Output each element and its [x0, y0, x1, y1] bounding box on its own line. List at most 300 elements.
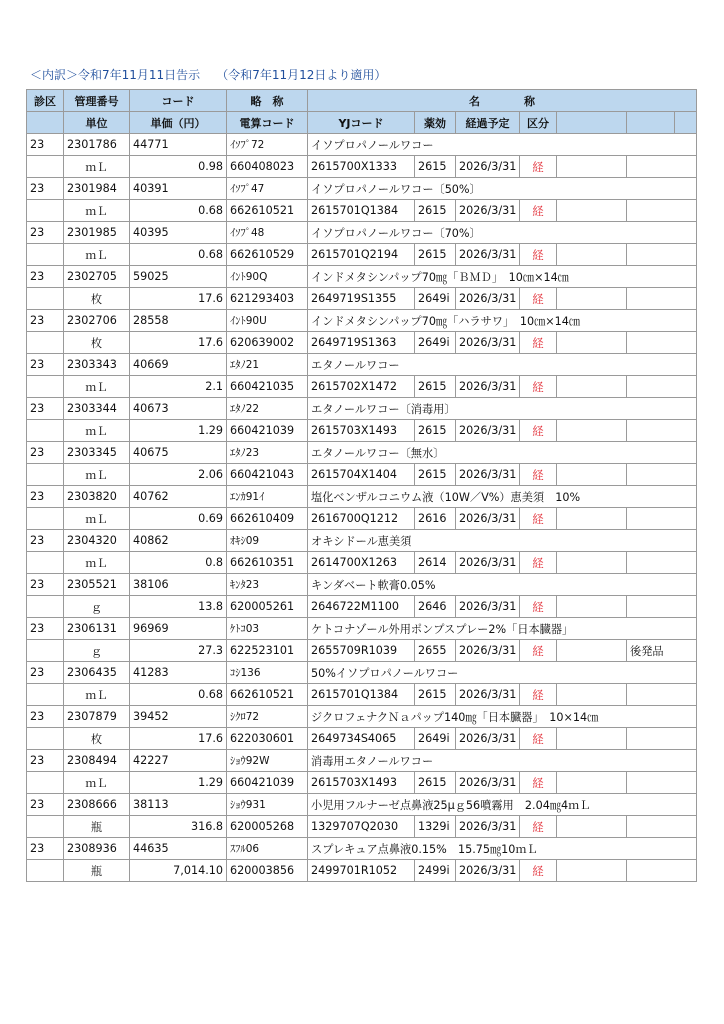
unit-cell: ｍＬ [64, 156, 130, 178]
table-body [27, 134, 697, 882]
keika-date-cell: 2026/3/31 [456, 552, 520, 574]
code-cell: 39452 [130, 706, 227, 728]
extra-cell [557, 420, 627, 442]
table-header [27, 90, 697, 134]
kubun-cell: 経 [520, 640, 557, 662]
blank-cell [27, 816, 64, 838]
blank-cell [27, 552, 64, 574]
blank-cell [27, 376, 64, 398]
header-keika: 経過予定 [456, 112, 520, 134]
drug-name-cell: ケトコナゾール外用ポンプスプレー2%「日本臓器」 [308, 618, 697, 640]
densan-code-cell: 662610351 [227, 552, 308, 574]
record-row [27, 574, 697, 596]
price-cell: 0.68 [130, 244, 227, 266]
record-row [27, 530, 697, 552]
code-cell: 38106 [130, 574, 227, 596]
yakko-cell: 2649i [415, 728, 456, 750]
densan-code-cell: 660421039 [227, 420, 308, 442]
yj-code-cell: 2649734S4065 [308, 728, 415, 750]
record-detail-row [27, 860, 697, 882]
yj-code-cell: 2615701Q1384 [308, 684, 415, 706]
yj-code-cell: 2615701Q2194 [308, 244, 415, 266]
caption-main: ＜内訳＞令和7年11月11日告示 [30, 68, 201, 82]
kubun-cell: 経 [520, 200, 557, 222]
yakko-cell: 2615 [415, 200, 456, 222]
unit-cell: ｍＬ [64, 200, 130, 222]
keika-date-cell: 2026/3/31 [456, 244, 520, 266]
record-detail-row [27, 552, 697, 574]
keika-date-cell: 2026/3/31 [456, 156, 520, 178]
keika-date-cell: 2026/3/31 [456, 728, 520, 750]
keika-date-cell: 2026/3/31 [456, 420, 520, 442]
unit-cell: ｇ [64, 640, 130, 662]
kubun-cell: 経 [520, 288, 557, 310]
shinku-cell: 23 [27, 178, 64, 200]
yj-code-cell: 2615701Q1384 [308, 200, 415, 222]
densan-code-cell: 620005261 [227, 596, 308, 618]
kubun-cell: 経 [520, 244, 557, 266]
yakko-cell: 1329i [415, 816, 456, 838]
note-cell [627, 772, 697, 794]
yakko-cell: 2649i [415, 332, 456, 354]
header-yakko: 薬効 [415, 112, 456, 134]
kanri-number-cell: 2302706 [64, 310, 130, 332]
kanri-number-cell: 2305521 [64, 574, 130, 596]
abbreviation-cell: ｽﾌﾙ06 [227, 838, 308, 860]
extra-cell [557, 156, 627, 178]
unit-cell: ｍＬ [64, 376, 130, 398]
price-cell: 17.6 [130, 728, 227, 750]
densan-code-cell: 660421039 [227, 772, 308, 794]
blank-cell [27, 728, 64, 750]
record-row [27, 354, 697, 376]
code-cell: 38113 [130, 794, 227, 816]
table-caption [30, 66, 386, 83]
header-extra-3 [675, 112, 697, 134]
kubun-cell: 経 [520, 332, 557, 354]
abbreviation-cell: ｼｮｳ92W [227, 750, 308, 772]
record-detail-row [27, 816, 697, 838]
price-cell: 1.29 [130, 772, 227, 794]
kubun-cell: 経 [520, 376, 557, 398]
blank-cell [27, 684, 64, 706]
shinku-cell: 23 [27, 574, 64, 596]
unit-cell: 枚 [64, 332, 130, 354]
shinku-cell: 23 [27, 442, 64, 464]
code-cell: 28558 [130, 310, 227, 332]
drug-name-cell: 塩化ベンザルコニウム液（10W／V%）恵美須 10% [308, 486, 697, 508]
record-detail-row [27, 728, 697, 750]
abbreviation-cell: ｲｿﾌﾟ72 [227, 134, 308, 156]
unit-cell: ｍＬ [64, 684, 130, 706]
densan-code-cell: 622523101 [227, 640, 308, 662]
code-cell: 44635 [130, 838, 227, 860]
unit-cell: 枚 [64, 728, 130, 750]
header-abbr: 略 称 [227, 90, 308, 112]
yakko-cell: 2646 [415, 596, 456, 618]
kubun-cell: 経 [520, 860, 557, 882]
unit-cell: ｍＬ [64, 464, 130, 486]
extra-cell [557, 332, 627, 354]
yj-code-cell: 2614700X1263 [308, 552, 415, 574]
record-detail-row [27, 156, 697, 178]
header-yj: YJコード [308, 112, 415, 134]
record-row [27, 794, 697, 816]
extra-cell [557, 640, 627, 662]
shinku-cell: 23 [27, 838, 64, 860]
kubun-cell: 経 [520, 464, 557, 486]
record-row [27, 222, 697, 244]
record-row [27, 662, 697, 684]
unit-cell: ｍＬ [64, 508, 130, 530]
record-detail-row [27, 332, 697, 354]
record-row [27, 750, 697, 772]
densan-code-cell: 620003856 [227, 860, 308, 882]
note-cell [627, 420, 697, 442]
note-cell [627, 288, 697, 310]
record-row [27, 486, 697, 508]
header-name: 名 称 [308, 90, 697, 112]
record-row [27, 618, 697, 640]
keika-date-cell: 2026/3/31 [456, 288, 520, 310]
note-cell [627, 376, 697, 398]
kanri-number-cell: 2307879 [64, 706, 130, 728]
kanri-number-cell: 2303820 [64, 486, 130, 508]
record-detail-row [27, 640, 697, 662]
unit-cell: 瓶 [64, 816, 130, 838]
extra-cell [557, 200, 627, 222]
drug-name-cell: インドメタシンパップ70㎎「ＢＭＤ」 10㎝×14㎝ [308, 266, 697, 288]
header-kubun: 区分 [520, 112, 557, 134]
record-row [27, 266, 697, 288]
price-cell: 17.6 [130, 288, 227, 310]
densan-code-cell: 660408023 [227, 156, 308, 178]
keika-date-cell: 2026/3/31 [456, 596, 520, 618]
note-cell [627, 860, 697, 882]
kanri-number-cell: 2306131 [64, 618, 130, 640]
drug-name-cell: スプレキュア点鼻液0.15% 15.75㎎10ｍＬ [308, 838, 697, 860]
yj-code-cell: 2615704X1404 [308, 464, 415, 486]
shinku-cell: 23 [27, 662, 64, 684]
price-cell: 0.8 [130, 552, 227, 574]
code-cell: 40391 [130, 178, 227, 200]
price-cell: 7,014.10 [130, 860, 227, 882]
header-shinku: 診区 [27, 90, 64, 112]
abbreviation-cell: ｲｿﾌﾟ48 [227, 222, 308, 244]
extra-cell [557, 684, 627, 706]
kubun-cell: 経 [520, 684, 557, 706]
yakko-cell: 2615 [415, 156, 456, 178]
kanri-number-cell: 2302705 [64, 266, 130, 288]
shinku-cell: 23 [27, 310, 64, 332]
code-cell: 40862 [130, 530, 227, 552]
code-cell: 96969 [130, 618, 227, 640]
yj-code-cell: 2499701R1052 [308, 860, 415, 882]
extra-cell [557, 508, 627, 530]
header-kanri: 管理番号 [64, 90, 130, 112]
note-cell [627, 156, 697, 178]
abbreviation-cell: ｴﾀﾉ21 [227, 354, 308, 376]
kanri-number-cell: 2308936 [64, 838, 130, 860]
header-extra-2 [627, 112, 675, 134]
blank-cell [27, 332, 64, 354]
unit-cell: ｍＬ [64, 420, 130, 442]
keika-date-cell: 2026/3/31 [456, 508, 520, 530]
yakko-cell: 2615 [415, 684, 456, 706]
record-detail-row [27, 684, 697, 706]
record-detail-row [27, 420, 697, 442]
kubun-cell: 経 [520, 156, 557, 178]
extra-cell [557, 244, 627, 266]
extra-cell [557, 376, 627, 398]
note-cell [627, 464, 697, 486]
record-detail-row [27, 772, 697, 794]
note-cell: 後発品 [627, 640, 697, 662]
header-row-1 [27, 90, 697, 112]
densan-code-cell: 660421043 [227, 464, 308, 486]
unit-cell: ｍＬ [64, 244, 130, 266]
abbreviation-cell: ｴﾝｶ91ｲ [227, 486, 308, 508]
kanri-number-cell: 2308494 [64, 750, 130, 772]
shinku-cell: 23 [27, 530, 64, 552]
yj-code-cell: 2615700X1333 [308, 156, 415, 178]
shinku-cell: 23 [27, 134, 64, 156]
kanri-number-cell: 2301985 [64, 222, 130, 244]
record-row [27, 398, 697, 420]
densan-code-cell: 622030601 [227, 728, 308, 750]
price-cell: 0.69 [130, 508, 227, 530]
record-row [27, 134, 697, 156]
blank-cell [27, 860, 64, 882]
price-cell: 316.8 [130, 816, 227, 838]
record-row [27, 838, 697, 860]
note-cell [627, 244, 697, 266]
densan-code-cell: 662610409 [227, 508, 308, 530]
unit-cell: ｍＬ [64, 552, 130, 574]
densan-code-cell: 660421035 [227, 376, 308, 398]
header-price: 単価（円） [130, 112, 227, 134]
abbreviation-cell: ｲﾝﾄ90Q [227, 266, 308, 288]
shinku-cell: 23 [27, 486, 64, 508]
kanri-number-cell: 2301984 [64, 178, 130, 200]
blank-cell [27, 508, 64, 530]
kubun-cell: 経 [520, 420, 557, 442]
drug-name-cell: エタノールワコー〔消毒用〕 [308, 398, 697, 420]
yakko-cell: 2655 [415, 640, 456, 662]
code-cell: 40675 [130, 442, 227, 464]
keika-date-cell: 2026/3/31 [456, 772, 520, 794]
drug-name-cell: ジクロフェナクＮａパップ140㎎「日本臓器」 10×14㎝ [308, 706, 697, 728]
price-cell: 17.6 [130, 332, 227, 354]
shinku-cell: 23 [27, 794, 64, 816]
densan-code-cell: 662610521 [227, 200, 308, 222]
keika-date-cell: 2026/3/31 [456, 376, 520, 398]
price-cell: 1.29 [130, 420, 227, 442]
code-cell: 42227 [130, 750, 227, 772]
note-cell [627, 332, 697, 354]
yj-code-cell: 2615703X1493 [308, 420, 415, 442]
record-row [27, 442, 697, 464]
record-detail-row [27, 288, 697, 310]
drug-name-cell: キンダベート軟膏0.05% [308, 574, 697, 596]
yj-code-cell: 2615703X1493 [308, 772, 415, 794]
shinku-cell: 23 [27, 706, 64, 728]
blank-cell [27, 420, 64, 442]
drug-name-cell: イソプロパノールワコー〔50%〕 [308, 178, 697, 200]
kanri-number-cell: 2308666 [64, 794, 130, 816]
kubun-cell: 経 [520, 508, 557, 530]
blank-cell [27, 640, 64, 662]
price-cell: 2.1 [130, 376, 227, 398]
code-cell: 40762 [130, 486, 227, 508]
drug-name-cell: 小児用フルナーゼ点鼻液25μｇ56噴霧用 2.04㎎4ｍＬ [308, 794, 697, 816]
header-row-2 [27, 112, 697, 134]
abbreviation-cell: ｹﾄｺ03 [227, 618, 308, 640]
keika-date-cell: 2026/3/31 [456, 200, 520, 222]
kanri-number-cell: 2303344 [64, 398, 130, 420]
record-detail-row [27, 376, 697, 398]
blank-cell [27, 464, 64, 486]
record-detail-row [27, 244, 697, 266]
drug-name-cell: イソプロパノールワコー〔70%〕 [308, 222, 697, 244]
shinku-cell: 23 [27, 354, 64, 376]
densan-code-cell: 620639002 [227, 332, 308, 354]
kanri-number-cell: 2304320 [64, 530, 130, 552]
record-detail-row [27, 200, 697, 222]
blank-cell [27, 288, 64, 310]
code-cell: 59025 [130, 266, 227, 288]
header-densan: 電算コード [227, 112, 308, 134]
kanri-number-cell: 2301786 [64, 134, 130, 156]
code-cell: 40395 [130, 222, 227, 244]
drug-name-cell: 消毒用エタノールワコー [308, 750, 697, 772]
yj-code-cell: 1329707Q2030 [308, 816, 415, 838]
unit-cell: 瓶 [64, 860, 130, 882]
shinku-cell: 23 [27, 222, 64, 244]
shinku-cell: 23 [27, 618, 64, 640]
keika-date-cell: 2026/3/31 [456, 464, 520, 486]
code-cell: 40669 [130, 354, 227, 376]
yakko-cell: 2615 [415, 244, 456, 266]
drug-name-cell: エタノールワコー〔無水〕 [308, 442, 697, 464]
blank-cell [27, 772, 64, 794]
shinku-cell: 23 [27, 266, 64, 288]
drug-name-cell: イソプロパノールワコー [308, 134, 697, 156]
blank-cell [27, 596, 64, 618]
yakko-cell: 2615 [415, 376, 456, 398]
note-cell [627, 508, 697, 530]
note-cell [627, 200, 697, 222]
keika-date-cell: 2026/3/31 [456, 640, 520, 662]
yj-code-cell: 2649719S1363 [308, 332, 415, 354]
record-detail-row [27, 464, 697, 486]
abbreviation-cell: ｲｿﾌﾟ47 [227, 178, 308, 200]
keika-date-cell: 2026/3/31 [456, 860, 520, 882]
drug-name-cell: インドメタシンパップ70㎎「ハラサワ」 10㎝×14㎝ [308, 310, 697, 332]
record-row [27, 178, 697, 200]
keika-date-cell: 2026/3/31 [456, 332, 520, 354]
keika-date-cell: 2026/3/31 [456, 684, 520, 706]
kanri-number-cell: 2306435 [64, 662, 130, 684]
header-code: コード [130, 90, 227, 112]
code-cell: 40673 [130, 398, 227, 420]
extra-cell [557, 464, 627, 486]
abbreviation-cell: ｷﾝﾀ23 [227, 574, 308, 596]
shinku-cell: 23 [27, 398, 64, 420]
header-extra-1 [557, 112, 627, 134]
record-row [27, 310, 697, 332]
note-cell [627, 684, 697, 706]
blank-cell [27, 200, 64, 222]
header-unit: 単位 [64, 112, 130, 134]
header-blank [27, 112, 64, 134]
keika-date-cell: 2026/3/31 [456, 816, 520, 838]
price-cell: 13.8 [130, 596, 227, 618]
note-cell [627, 816, 697, 838]
extra-cell [557, 552, 627, 574]
note-cell [627, 596, 697, 618]
yj-code-cell: 2616700Q1212 [308, 508, 415, 530]
yakko-cell: 2615 [415, 420, 456, 442]
extra-cell [557, 288, 627, 310]
extra-cell [557, 728, 627, 750]
yakko-cell: 2615 [415, 464, 456, 486]
drug-name-cell: エタノールワコー [308, 354, 697, 376]
yakko-cell: 2616 [415, 508, 456, 530]
shinku-cell: 23 [27, 750, 64, 772]
yakko-cell: 2649i [415, 288, 456, 310]
price-cell: 0.68 [130, 684, 227, 706]
blank-cell [27, 244, 64, 266]
kubun-cell: 経 [520, 596, 557, 618]
abbreviation-cell: ｵｷｼ09 [227, 530, 308, 552]
drug-name-cell: 50%イソプロパノールワコー [308, 662, 697, 684]
unit-cell: ｇ [64, 596, 130, 618]
kanri-number-cell: 2303343 [64, 354, 130, 376]
drug-price-table [26, 89, 697, 882]
drug-name-cell: オキシドール恵美須 [308, 530, 697, 552]
densan-code-cell: 620005268 [227, 816, 308, 838]
kubun-cell: 経 [520, 816, 557, 838]
extra-cell [557, 860, 627, 882]
abbreviation-cell: ｺｼ136 [227, 662, 308, 684]
note-cell [627, 552, 697, 574]
price-cell: 0.68 [130, 200, 227, 222]
blank-cell [27, 156, 64, 178]
abbreviation-cell: ｴﾀﾉ22 [227, 398, 308, 420]
yj-code-cell: 2649719S1355 [308, 288, 415, 310]
extra-cell [557, 816, 627, 838]
kanri-number-cell: 2303345 [64, 442, 130, 464]
abbreviation-cell: ｼｸﾛ72 [227, 706, 308, 728]
yj-code-cell: 2655709R1039 [308, 640, 415, 662]
kubun-cell: 経 [520, 772, 557, 794]
densan-code-cell: 662610529 [227, 244, 308, 266]
kubun-cell: 経 [520, 552, 557, 574]
unit-cell: 枚 [64, 288, 130, 310]
yakko-cell: 2614 [415, 552, 456, 574]
densan-code-cell: 662610521 [227, 684, 308, 706]
extra-cell [557, 772, 627, 794]
note-cell [627, 728, 697, 750]
price-cell: 0.98 [130, 156, 227, 178]
yj-code-cell: 2615702X1472 [308, 376, 415, 398]
abbreviation-cell: ｲﾝﾄ90U [227, 310, 308, 332]
kubun-cell: 経 [520, 728, 557, 750]
yakko-cell: 2615 [415, 772, 456, 794]
price-cell: 27.3 [130, 640, 227, 662]
record-detail-row [27, 508, 697, 530]
